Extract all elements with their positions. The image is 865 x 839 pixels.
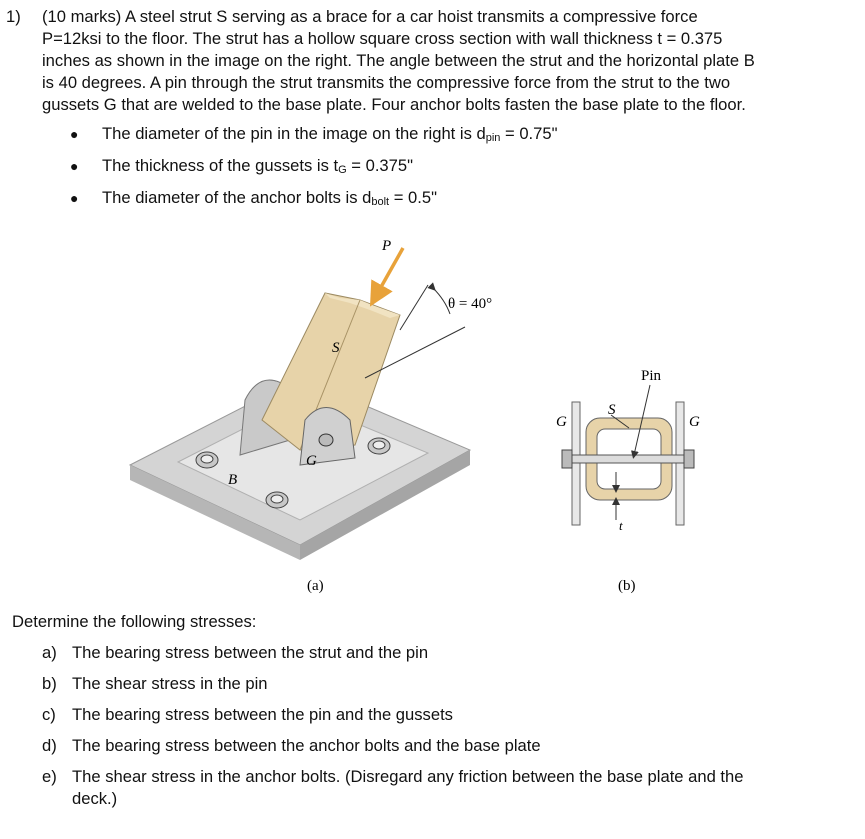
angle-ref-line bbox=[400, 285, 428, 330]
force-arrow bbox=[376, 248, 403, 296]
caption-a: (a) bbox=[307, 578, 324, 594]
questions-intro: Determine the following stresses: bbox=[12, 612, 257, 631]
question-b: The shear stress in the pin bbox=[72, 674, 268, 693]
label-G-right: G bbox=[689, 414, 700, 430]
label-pin: Pin bbox=[641, 368, 662, 384]
label-P: P bbox=[382, 238, 392, 254]
question-letter: a) bbox=[42, 643, 57, 662]
figure bbox=[0, 222, 865, 602]
question-c: The bearing stress between the pin and the gussets bbox=[72, 705, 453, 724]
anchor-bolt bbox=[196, 452, 218, 468]
caption-b: (b) bbox=[618, 578, 636, 594]
angle-label: θ = 40° bbox=[448, 296, 493, 312]
question-e-continued: deck.) bbox=[72, 789, 118, 808]
question-letter: d) bbox=[42, 736, 57, 755]
problem-line-2: P=12ksi to the floor. The strut has a hollow square cross section with wall thickness t = 0.375 bbox=[42, 29, 723, 48]
bullet-dot: ● bbox=[70, 126, 79, 142]
cross-section bbox=[562, 402, 694, 525]
anchor-bolt bbox=[368, 438, 390, 454]
problem-line-4: is 40 degrees. A pin through the strut transmits the compressive force from the strut to the two bbox=[42, 73, 731, 92]
question-a: The bearing stress between the strut and the pin bbox=[72, 643, 429, 662]
label-t: t bbox=[619, 518, 623, 533]
bullet-pin-diameter: The diameter of the pin in the image on the right is $d_{pin} = 0.75$" bbox=[102, 124, 558, 144]
label-S: S bbox=[332, 340, 340, 356]
question-e: The shear stress in the anchor bolts. (Disregard any friction between the base plate and the bbox=[72, 767, 744, 786]
question-d: The bearing stress between the anchor bolts and the base plate bbox=[72, 736, 541, 755]
problem-line-3: inches as shown in the image on the right. The angle between the strut and the horizontal plate B bbox=[42, 51, 755, 70]
question-letter: b) bbox=[42, 674, 57, 693]
bullet-dot: ● bbox=[70, 190, 79, 206]
bullet-dot: ● bbox=[70, 158, 79, 174]
question-letter: c) bbox=[42, 705, 56, 724]
bullet-gusset-thickness: The thickness of the gussets is $t_G = 0.375$" bbox=[102, 156, 414, 176]
problem-number: 1) bbox=[6, 7, 21, 26]
label-G-left: G bbox=[556, 414, 567, 430]
question-letter: e) bbox=[42, 767, 57, 786]
anchor-bolt bbox=[266, 492, 288, 508]
bullet-bolt-diameter: The diameter of the anchor bolts is $d_{bolt} = 0.5$" bbox=[102, 188, 437, 208]
label-G: G bbox=[306, 453, 317, 469]
label-S-b: S bbox=[608, 402, 616, 418]
pin-head bbox=[319, 434, 333, 446]
label-B: B bbox=[228, 472, 238, 488]
problem-line-1: (10 marks) A steel strut S serving as a brace for a car hoist transmits a compressive force bbox=[42, 7, 698, 26]
problem-line-5: gussets G that are welded to the base plate. Four anchor bolts fasten the base plate to the floor. bbox=[42, 95, 746, 114]
